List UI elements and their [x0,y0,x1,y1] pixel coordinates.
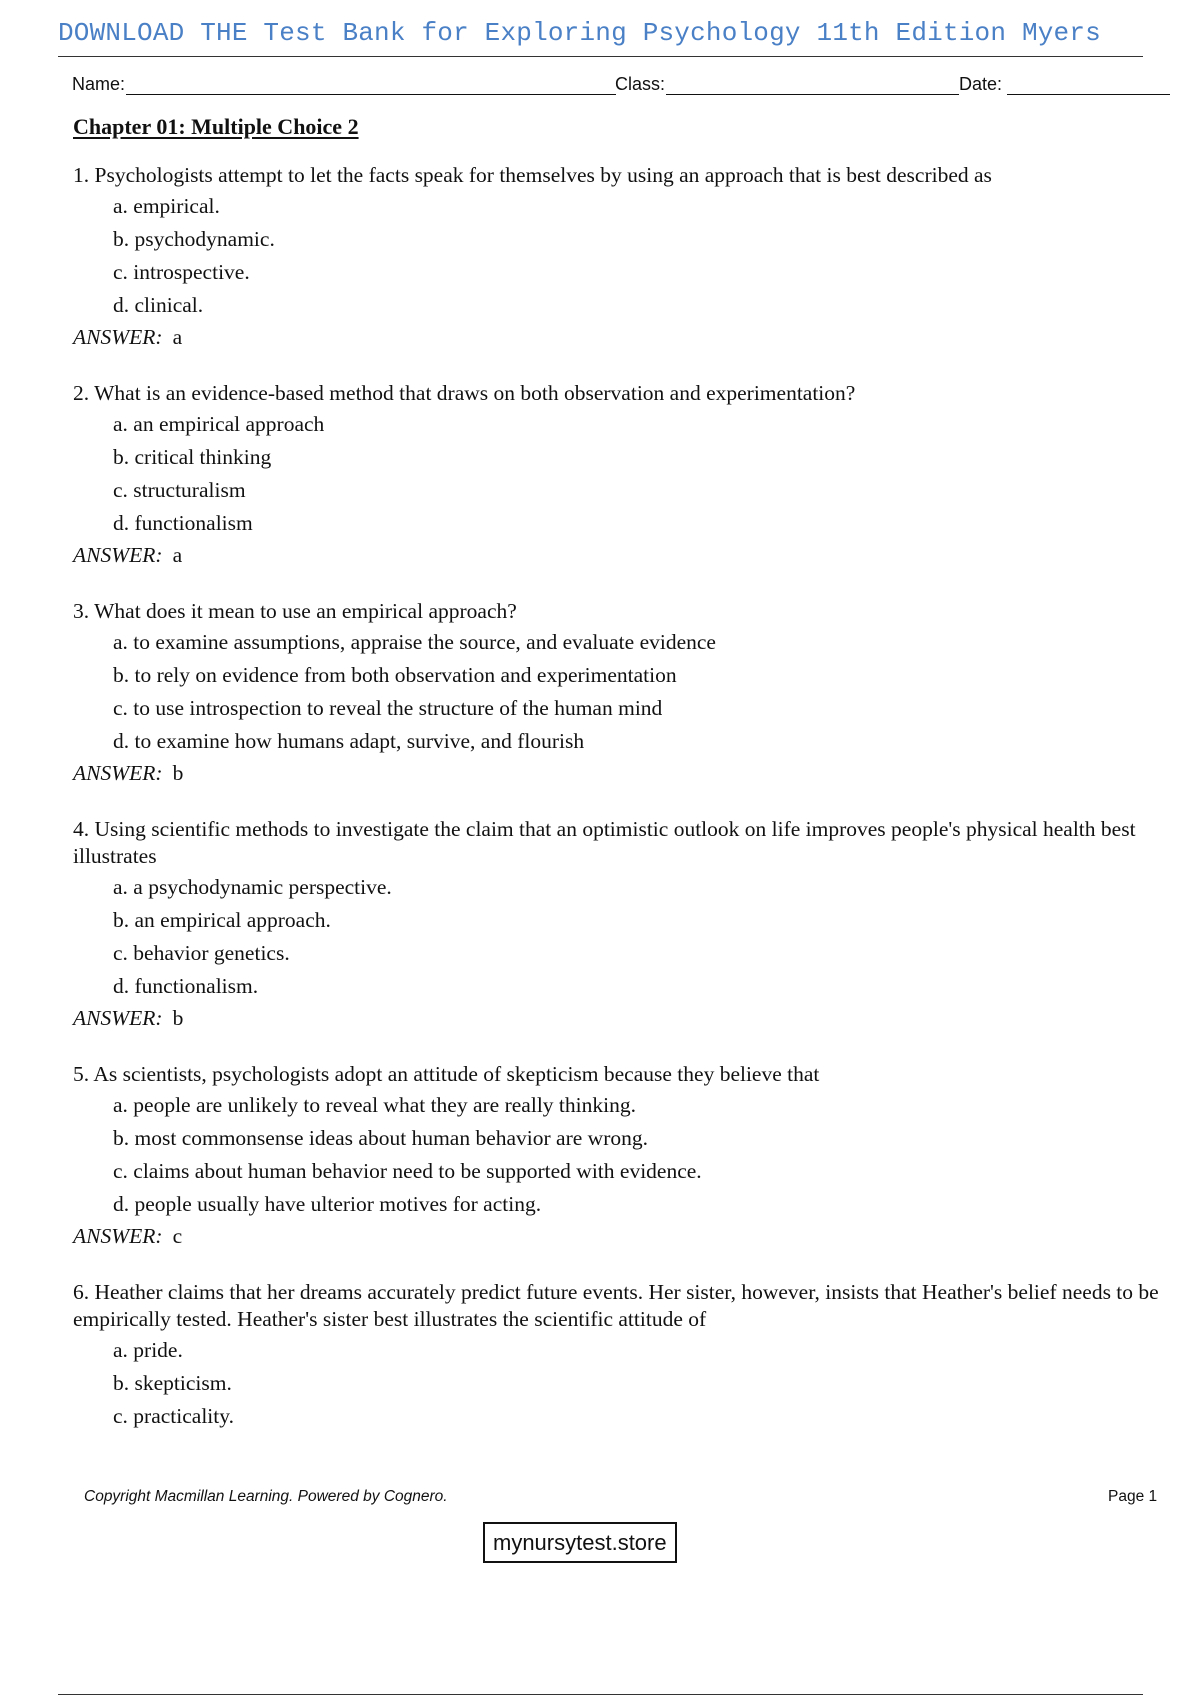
question-2 [73,380,1168,570]
bottom-divider [58,1694,1143,1695]
question-stem: 6. Heather claims that her dreams accurately predict future events. Her sister, however, insists that Heather's belief needs to be empirically tested. Heather's sister best illustrates the scientific attitude of [73,1280,1159,1331]
option-list [73,871,1168,1003]
answer-value: a [172,325,183,349]
option-b: b. skepticism. [113,1371,232,1395]
option-a: a. people are unlikely to reveal what they are really thinking. [113,1093,636,1117]
question-list [73,162,1168,1461]
option-c: c. behavior genetics. [113,941,290,965]
date-blank-line [1007,94,1170,95]
class-label: Class: [615,74,666,94]
answer-value: a [172,543,183,567]
question-stem: 2. What is an evidence-based method that draws on both observation and experimentation? [73,381,856,405]
question-stem: 1. Psychologists attempt to let the facts speak for themselves by using an approach that is best described as [73,163,992,187]
option-b: b. most commonsense ideas about human behavior are wrong. [113,1126,648,1150]
website-stamp[interactable]: mynursytest.store [483,1522,677,1563]
option-a: a. pride. [113,1338,183,1362]
question-stem: 3. What does it mean to use an empirical approach? [73,599,517,623]
option-c: c. claims about human behavior need to be supported with evidence. [113,1159,702,1183]
option-list [73,1334,1168,1433]
option-d: d. functionalism. [113,974,259,998]
option-list [73,408,1168,540]
option-a: a. an empirical approach [113,412,325,436]
option-b: b. psychodynamic. [113,227,275,251]
answer-line [73,758,1168,788]
option-c: c. to use introspection to reveal the structure of the human mind [113,696,663,720]
page-number: Page 1 [1108,1488,1158,1505]
answer-label: ANSWER: [73,325,163,349]
student-info-header [72,72,1170,98]
option-list [73,1089,1168,1221]
class-blank-line [666,94,959,95]
answer-value: b [172,761,184,785]
answer-label: ANSWER: [73,761,163,785]
option-a: a. to examine assumptions, appraise the source, and evaluate evidence [113,630,716,654]
answer-line [73,322,1168,352]
option-b: b. an empirical approach. [113,908,331,932]
question-stem: 4. Using scientific methods to investigate the claim that an optimistic outlook on life improves people's physical health best illustrates [73,817,1136,868]
option-c: c. introspective. [113,260,250,284]
question-5 [73,1061,1168,1251]
option-d: d. clinical. [113,293,204,317]
option-b: b. to rely on evidence from both observation and experimentation [113,663,677,687]
answer-label: ANSWER: [73,1224,163,1248]
copyright-notice: Copyright Macmillan Learning. Powered by Cognero. [84,1488,448,1505]
date-label: Date: [959,74,1003,94]
option-c: c. practicality. [113,1404,234,1428]
question-4 [73,816,1168,1033]
chapter-title: Chapter 01: Multiple Choice 2 [73,114,359,139]
option-d: d. people usually have ulterior motives for acting. [113,1192,542,1216]
name-blank-line [126,94,616,95]
option-c: c. structuralism [113,478,246,502]
name-label: Name: [72,74,126,94]
answer-line [73,540,1168,570]
question-stem: 5. As scientists, psychologists adopt an attitude of skepticism because they believe that [73,1062,820,1086]
answer-label: ANSWER: [73,1006,163,1030]
question-6 [73,1279,1168,1433]
option-b: b. critical thinking [113,445,272,469]
option-a: a. a psychodynamic perspective. [113,875,392,899]
download-banner[interactable]: DOWNLOAD THE Test Bank for Exploring Psychology 11th Edition Myers [58,18,1101,48]
option-list [73,190,1168,322]
option-a: a. empirical. [113,194,220,218]
answer-value: c [172,1224,183,1248]
option-list [73,626,1168,758]
question-3 [73,598,1168,788]
option-d: d. functionalism [113,511,253,535]
answer-line [73,1221,1168,1251]
question-1 [73,162,1168,352]
answer-label: ANSWER: [73,543,163,567]
banner-divider [58,56,1143,57]
answer-value: b [172,1006,184,1030]
answer-line [73,1003,1168,1033]
option-d: d. to examine how humans adapt, survive, and flourish [113,729,585,753]
